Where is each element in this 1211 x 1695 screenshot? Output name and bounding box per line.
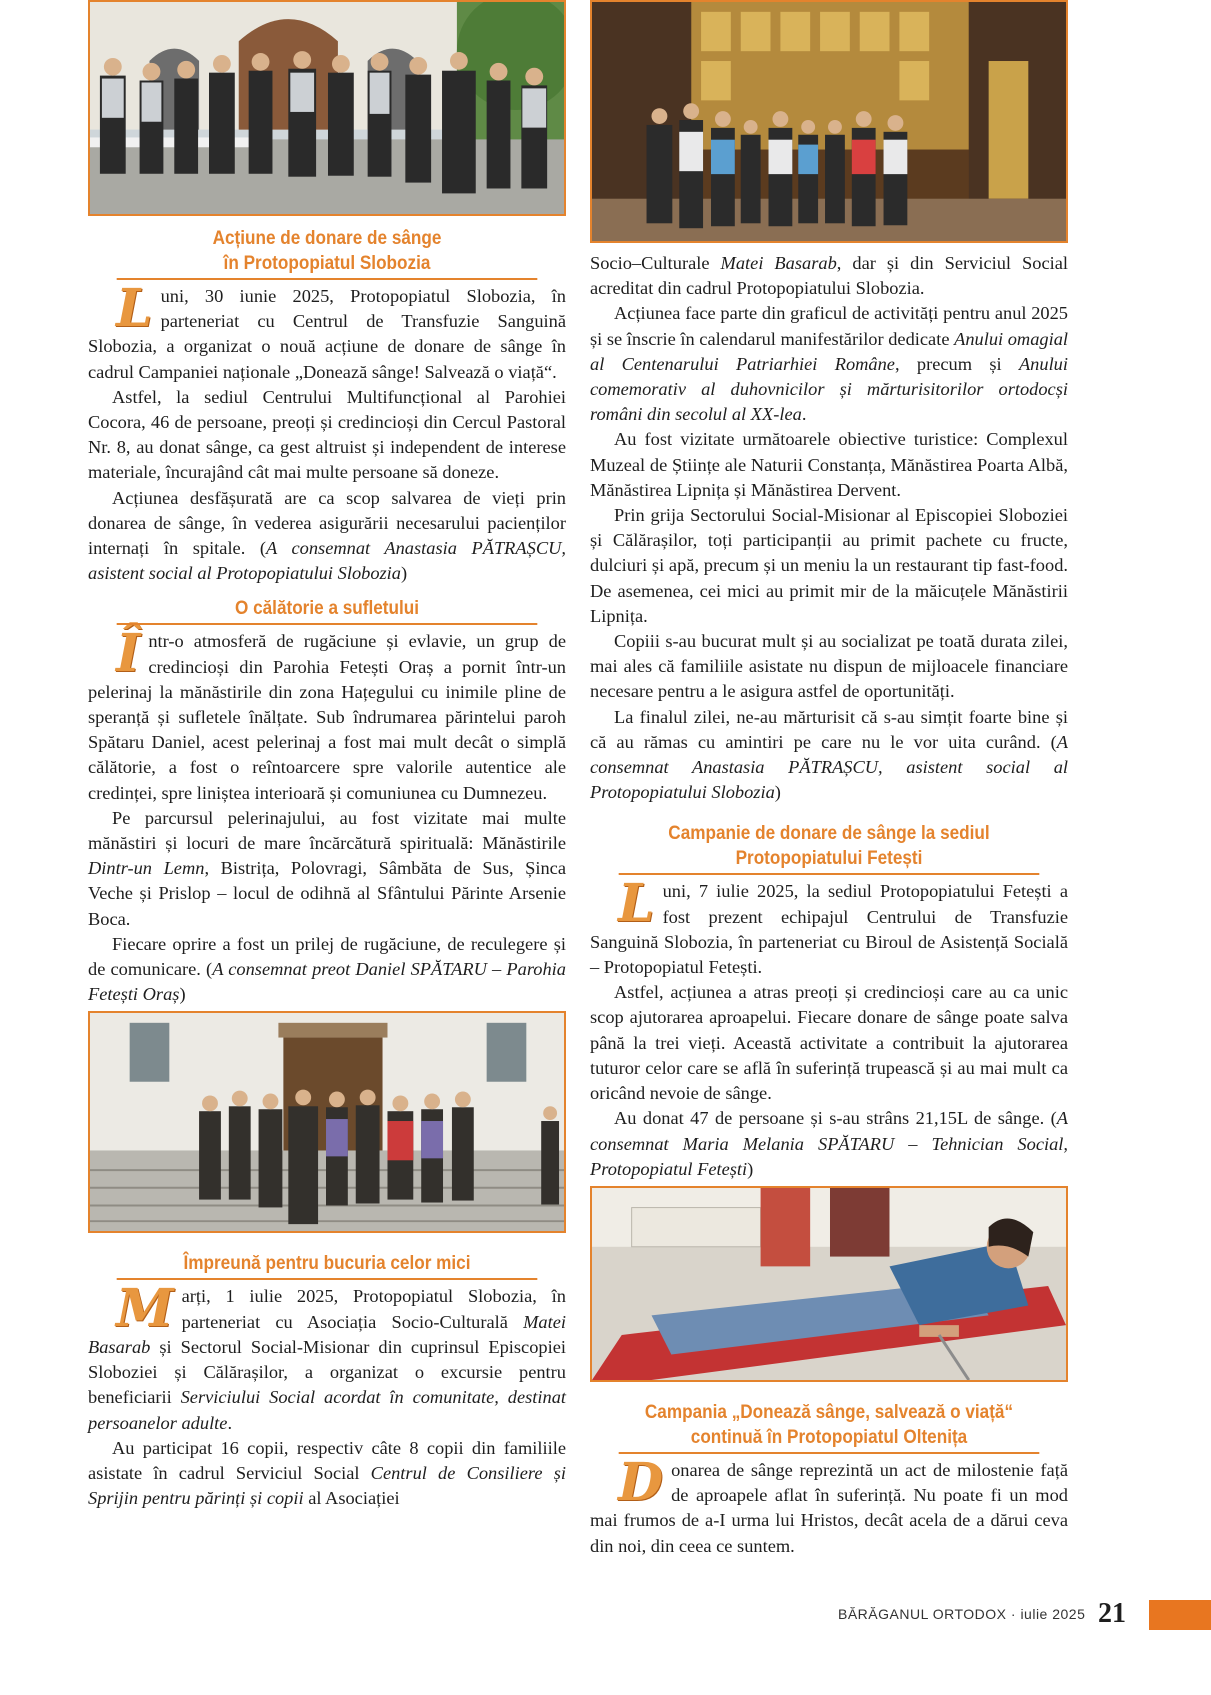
text: Acțiunea desfășurată are ca scop salvarea de vieți prin donarea de sânge, în vederea asigurării necesarului pacienților internați în spitale. ( bbox=[88, 487, 566, 559]
paragraph: Copiii s-au bucurat mult și au socializat pe toată durata zilei, mai ales că familiile asistate nu dispun de mijloacele financiare necesare pentru a le asigura astfel de oportunități. bbox=[590, 631, 1068, 702]
text: Socio–Culturale bbox=[590, 253, 721, 273]
paragraph bbox=[88, 486, 566, 587]
italic-text: Anului omagial al Centenarului Patriarhiei Române bbox=[590, 328, 1069, 374]
italic-text: Serviciului Social acordat în comunitate, destinat persoanelor adulte bbox=[88, 1387, 566, 1433]
article-heading-blood-donation-slobozia bbox=[117, 222, 538, 280]
author-credit: A consemnat Maria Melania SPĂTARU – Tehnician Social, Protopopiatul Fetești bbox=[590, 1108, 1068, 1179]
author-credit: A consemnat Anastasia PĂTRAȘCU, asistent social al Protopopiatului Slobozia bbox=[88, 538, 566, 584]
photo-icon bbox=[90, 2, 564, 214]
paragraph bbox=[88, 932, 566, 1008]
dropcap: D bbox=[618, 1451, 664, 1513]
text: onarea de sânge reprezintă un act de milostenie față de aproapele aflat în suferință. Nu poate fi un mod mai frumos de a-I urma lui Hristos, decât acela de a dărui ceva din noi, din ceea ce suntem. bbox=[590, 1459, 1068, 1556]
heading-line: Împreună pentru bucuria celor mici bbox=[183, 1252, 471, 1275]
text: uni, 7 iulie 2025, la sediul Protopopiatului Fetești a fost prezent echipajul Centrului de Transfuzie Sanguină Slobozia, în parteneriat cu Biroul de Asistență Socială – Protopopiatul Fetești. bbox=[590, 881, 1068, 978]
paragraph bbox=[590, 873, 1068, 980]
paragraph bbox=[590, 301, 1068, 427]
text: ) bbox=[774, 782, 781, 803]
text: Au donat 47 de persoane și s-au strâns 21,15L de sânge. ( bbox=[614, 1108, 1057, 1129]
text: și Sectorul Social-Misionar din cuprinsul Episcopiei Sloboziei și Călărașilor, a organizat o excursie pentru beneficiarii bbox=[88, 1336, 566, 1408]
text: Acțiunea face parte din graficul de activități pentru anul 2025 și se înscrie în calendarul manifestărilor dedicate bbox=[590, 303, 1068, 349]
italic-text: Matei Basarab bbox=[720, 253, 837, 273]
italic-text: Anului comemorativ al duhovnicilor și mărturisitorilor ortodocși români din secolul al XX-lea bbox=[590, 353, 1068, 425]
text: , dar și din Serviciul Social acreditat din cadrul Protopopiatului Slobozia. bbox=[590, 253, 1068, 299]
paragraph: Prin grija Sectorului Social-Misionar al Episcopiei Sloboziei și Călărașilor, toți participanții au primit pachete cu fructe, dulciuri și apă, precum și un meniu la un restaurant tip fast-food. De asemenea, cei mici au primit mir de la măicuțele Mănăstirii Lipnița. bbox=[590, 505, 1068, 626]
text: , precum și bbox=[894, 353, 1019, 374]
text: arți, 1 iulie 2025, Protopopiatul Slobozia, în parteneriat cu Asociația Socio-Culturală bbox=[181, 1286, 566, 1332]
text: uni, 30 iunie 2025, Protopopiatul Slobozia, în parteneriat cu Centrul de Transfuzie Sanguină Slobozia, a organizat o nouă acțiune de donare de sânge în cadrul Campaniei naționale „Donează sânge! Salvează o viață“. bbox=[88, 286, 566, 382]
photo-children-in-church bbox=[590, 0, 1068, 243]
paragraph bbox=[88, 1436, 566, 1512]
photo-blood-donor bbox=[590, 1186, 1068, 1382]
text: , Bistrița, Polovragi, Sâmbăta de Sus, Șinca Veche și Prislop – locul de odihnă al Sfântului Părinte Arsenie Boca. bbox=[88, 858, 566, 929]
italic-text: Dintr-un Lemn bbox=[88, 858, 205, 879]
paragraph bbox=[88, 806, 566, 932]
heading-line: Campania „Donează sânge, salvează o viață“ bbox=[644, 1400, 1014, 1423]
article-heading-together-for-children bbox=[117, 1247, 538, 1280]
heading-line: Protopopiatului Fetești bbox=[735, 847, 923, 870]
paragraph bbox=[590, 1106, 1068, 1182]
heading-line: O călătorie a sufletului bbox=[234, 597, 420, 620]
photo-icon bbox=[592, 1188, 1066, 1380]
heading-line: continuă în Protopopiatul Oltenița bbox=[690, 1425, 968, 1448]
paragraph bbox=[590, 1451, 1068, 1559]
italic-text: Centrul de Consiliere și Sprijin pentru părinți și copii bbox=[88, 1462, 566, 1509]
dropcap: M bbox=[116, 1278, 174, 1340]
text: ) bbox=[747, 1158, 754, 1179]
dropcap: L bbox=[618, 873, 655, 935]
photo-group-outside-church bbox=[88, 0, 566, 216]
text: al Asociației bbox=[303, 1488, 400, 1509]
photo-icon bbox=[90, 1013, 564, 1231]
dropcap: Î bbox=[116, 623, 141, 685]
left-column bbox=[88, 0, 566, 1511]
paragraph: Au fost vizitate următoarele obiective turistice: Complexul Muzeal de Științe ale Naturii Constanța, Mănăstirea Poarta Albă, Mănăstirea Lipnița și Mănăstirea Dervent. bbox=[590, 429, 1068, 500]
author-credit: A consemnat preot Daniel SPĂTARU – Parohia Fetești Oraș bbox=[88, 959, 566, 1005]
photo-icon bbox=[592, 2, 1066, 241]
text: Fiecare oprire a fost un prilej de rugăciune, de reculegere și de comunicare. ( bbox=[88, 933, 566, 980]
text: . bbox=[227, 1412, 233, 1433]
paragraph bbox=[590, 705, 1068, 806]
heading-line: Campanie de donare de sânge la sediul bbox=[668, 822, 990, 845]
article-heading-campaign-oltenita bbox=[619, 1396, 1040, 1454]
paragraph: Astfel, acțiunea a atras preoți și credincioși care au ca unic scop ajutorarea aproapelui. Fiecare donare de sânge poate salva până la trei vieți. Această activitate a contribuit la ajutorarea tuturor celor care se află în suferință trupească și au mai mult ca oricând nevoie de sânge. bbox=[590, 982, 1068, 1104]
text: ) bbox=[401, 563, 408, 584]
text: . bbox=[801, 404, 807, 425]
text: Pe parcursul pelerinajului, au fost vizitate mai multe mănăstiri și locuri de mare încărcătură spirituală: Mănăstirile bbox=[88, 807, 566, 854]
text: ntr-o atmosferă de rugăciune și evlavie, un grup de credincioși din Parohia Fetești Oraș a pornit într-un pelerinaj la mănăstirile din zona Hațegului cu inimile pline de speranță și sufletele înălțate. Sub îndrumarea părintelui paroh Spătaru Daniel, acest pelerinaj a fost mai mult decât o simplă călătorie, a fost o reîntoarcere spre valorile autentice ale credinței, spre liniștea interioară și comuniunea cu Dumnezeu. bbox=[88, 631, 566, 803]
article-heading-journey bbox=[117, 592, 538, 625]
italic-text: Matei Basarab bbox=[88, 1311, 566, 1357]
heading-line: în Protopopiatul Slobozia bbox=[223, 252, 431, 274]
photo-pilgrims-monastery-steps bbox=[88, 1011, 566, 1233]
paragraph bbox=[590, 251, 1068, 301]
paragraph bbox=[88, 278, 566, 385]
right-column bbox=[590, 0, 1068, 1559]
author-credit: A consemnat Anastasia PĂTRAȘCU, asistent social al Protopopiatului Slobozia bbox=[590, 731, 1068, 803]
paragraph bbox=[88, 623, 566, 805]
article-heading-blood-donation-fetesti bbox=[619, 817, 1040, 875]
footer-accent-bar bbox=[1149, 1600, 1211, 1630]
heading-line: Acțiune de donare de sânge bbox=[212, 227, 442, 249]
dropcap: L bbox=[116, 278, 153, 339]
text: Au participat 16 copii, respectiv câte 8 copii din familiile asistate în cadrul Serviciul Social bbox=[88, 1437, 566, 1483]
magazine-footer: BĂRĂGANUL ORTODOX · iulie 2025 bbox=[838, 1606, 1086, 1622]
text: La finalul zilei, ne-au mărturisit că s-au simțit foarte bine și că au rămas cu amintiri pe care nu le vor uita curând. ( bbox=[590, 706, 1068, 752]
page-number: 21 bbox=[1098, 1598, 1126, 1629]
paragraph: Astfel, la sediul Centrului Multifuncțional al Parohiei Cocora, 46 de persoane, preoți și credincioși din Cercul Pastoral Nr. 8, au donat sânge, ca gest altruist și independent de interese materiale, încurajând cât mai multe persoane să doneze. bbox=[88, 386, 566, 483]
paragraph bbox=[88, 1278, 566, 1435]
text: ) bbox=[179, 984, 186, 1005]
